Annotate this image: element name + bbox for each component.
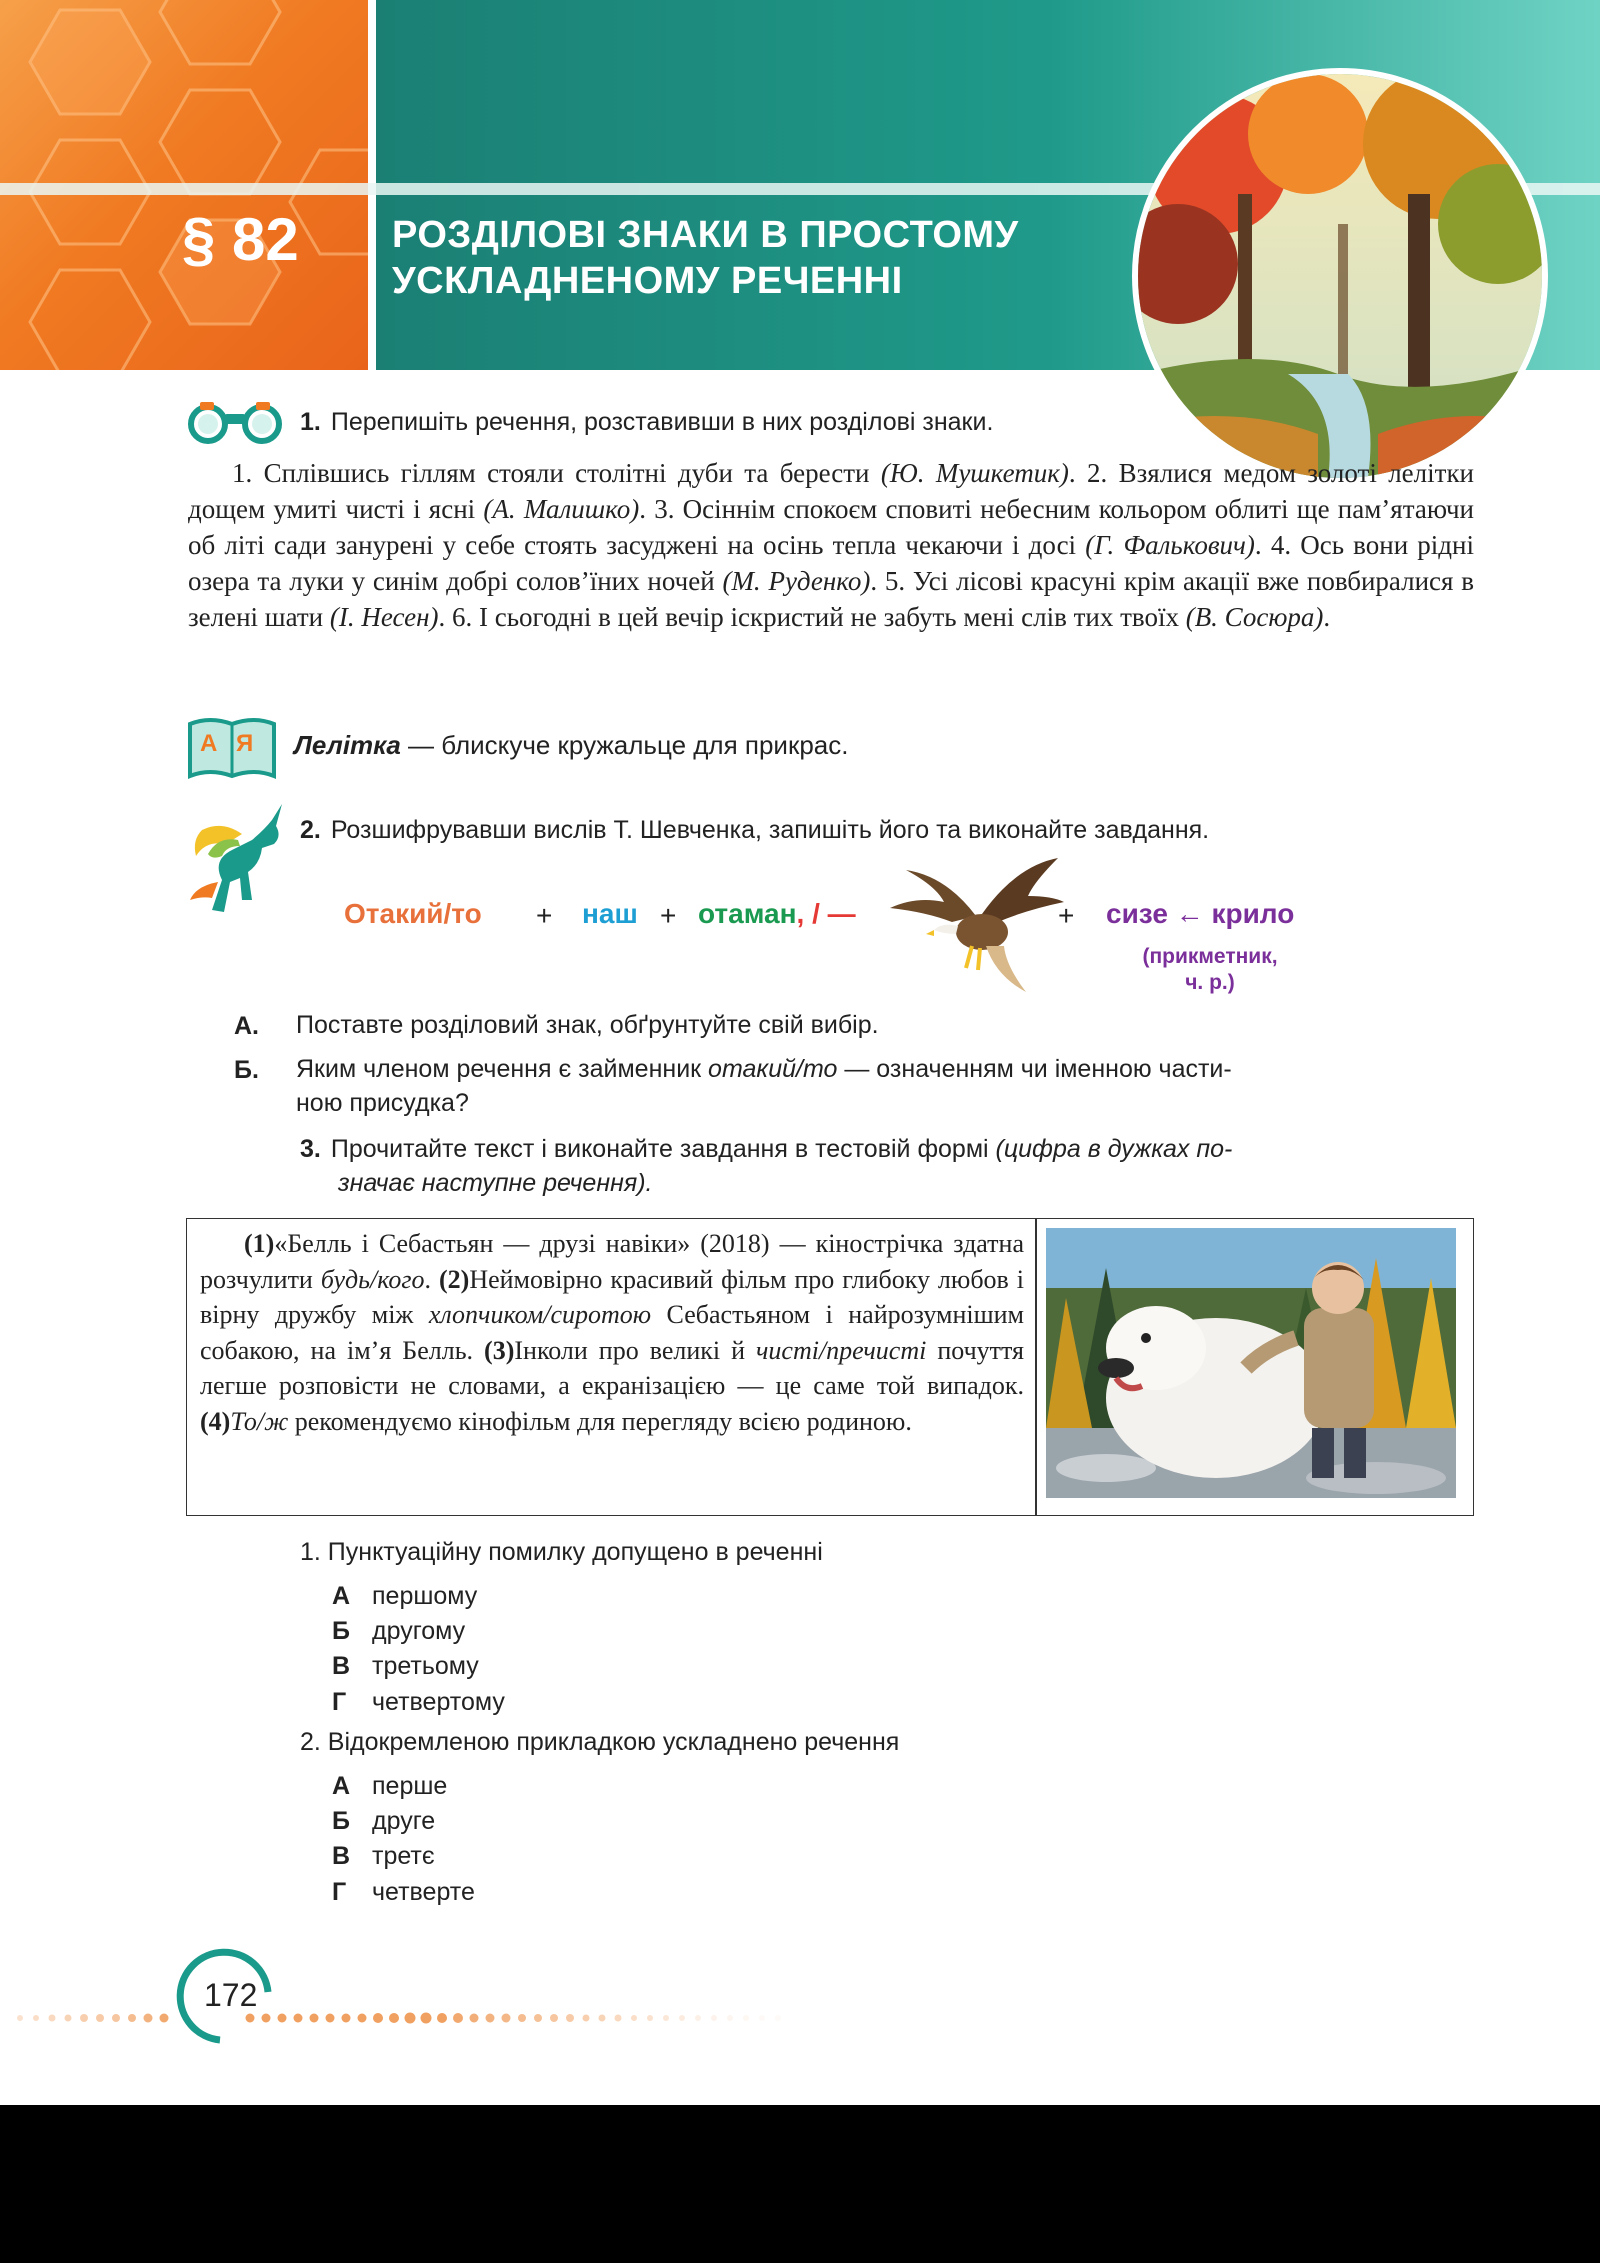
formula-plus-3: + bbox=[1058, 900, 1075, 931]
q2-option-b-text: друге bbox=[372, 1807, 436, 1835]
q2-option-v-letter: В bbox=[332, 1842, 351, 1870]
task1-instruction bbox=[300, 408, 993, 437]
glossary-entry bbox=[294, 730, 848, 761]
formula-note-line2: ч. р.) bbox=[1185, 971, 1235, 994]
q1-option-v-letter: В bbox=[332, 1652, 351, 1680]
section-title bbox=[392, 212, 1019, 304]
section-number: § 82 bbox=[182, 206, 299, 273]
q1-option-v-text: третьому bbox=[372, 1652, 479, 1680]
binoculars-icon bbox=[186, 400, 286, 444]
formula-note bbox=[1120, 944, 1300, 996]
item-b-letter: Б. bbox=[234, 1056, 259, 1084]
formula-word-otakyi: Отакий/то bbox=[344, 898, 482, 929]
page-number-decoration-icon bbox=[0, 1948, 820, 2048]
item-b-text: Яким членом речення є займенник отакий/то — означенням чи іменною части- ною присудка? bbox=[296, 1055, 1232, 1117]
sentence-6: 6. І сьогодні в цей вечір іскристий не забуть мені слів тих твоїх (В. Сосюра). bbox=[452, 602, 1331, 632]
section-title-line1: РОЗДІЛОВІ ЗНАКИ В ПРОСТОМУ bbox=[392, 214, 1019, 256]
q2-option-v-text: третє bbox=[372, 1842, 435, 1870]
question-1: 1. Пунктуаційну помилку допущено в реченні bbox=[300, 1538, 823, 1566]
eagle-icon bbox=[886, 856, 1066, 996]
formula-plus-1: + bbox=[536, 900, 553, 931]
item-a-letter: А. bbox=[234, 1012, 259, 1040]
q2-option-g-text: четверте bbox=[372, 1878, 475, 1906]
glossary-term: Леліткa bbox=[294, 730, 401, 760]
question-2: 2. Відокремленою прикладкою ускладнено речення bbox=[300, 1728, 900, 1756]
sentence-3: 3. Осіннім спокоєм сповиті небесним кольором облиті ще пам’ятаючи об літі сади занурені у себе стоять засуджені на осінь тепла чекаючи і досі (Г. Фалькович). bbox=[188, 494, 1474, 560]
unicorn-icon bbox=[182, 800, 292, 920]
glossary-definition: — блискуче кружальце для прикрас. bbox=[400, 730, 849, 760]
autumn-forest-image bbox=[1132, 68, 1548, 484]
q1-option-b-letter: Б bbox=[332, 1617, 350, 1645]
q1-option-g-letter: Г bbox=[332, 1688, 347, 1716]
q2-option-g-letter: Г bbox=[332, 1878, 347, 1906]
q1-option-b-text: другому bbox=[372, 1617, 466, 1645]
formula-word-syze-krylo: сизе ← крило bbox=[1106, 898, 1295, 929]
sentence-4: 4. Ось вони рідні озера та луки у синім добрі солов’їних ночей (М. Руденко). bbox=[188, 530, 1474, 596]
q1-option-g-text: четвертому bbox=[372, 1688, 505, 1716]
section-title-line2: УСКЛАДНЕНОМУ РЕЧЕННІ bbox=[392, 260, 903, 302]
formula-plus-2: + bbox=[660, 900, 677, 931]
formula-comma: , bbox=[796, 898, 805, 929]
dictionary-book-icon bbox=[186, 716, 278, 782]
task2-instruction bbox=[300, 816, 1209, 845]
formula-word-otaman: отаман bbox=[698, 898, 797, 929]
task1-instruction-text: Перепишіть речення, розставивши в них розділові знаки. bbox=[330, 408, 994, 436]
task3-instruction: 3. Прочитайте текст і виконайте завдання в тестовій формі (цифра в дужках по- значає наступне речення). bbox=[300, 1135, 1233, 1197]
task3-number: 3. bbox=[300, 1135, 321, 1163]
task2-number: 2. bbox=[300, 816, 321, 844]
dictionary-badge: А Я bbox=[200, 730, 260, 757]
q2-option-a-letter: А bbox=[332, 1772, 351, 1800]
sentence-2: 2. Взялися медом золоті лелітки дощем умиті чисті і ясні (А. Малишко). bbox=[188, 458, 1475, 524]
task1-number: 1. bbox=[300, 408, 321, 436]
item-a-text: Поставте розділовий знак, обґрунтуйте свій вибір. bbox=[296, 1011, 879, 1039]
sentence-1: 1. Сплівшись гіллям стояли столітні дуби та берести (Ю. Мушкетик). bbox=[232, 458, 1076, 488]
text-box-divider bbox=[1035, 1218, 1037, 1516]
page-number: 172 bbox=[204, 1977, 258, 2013]
task2-instruction-text: Розшифрувавши вислів Т. Шевченка, запишіть його та виконайте завдання. bbox=[330, 816, 1210, 844]
formula-word-nash: наш bbox=[582, 898, 638, 929]
q2-option-b-letter: Б bbox=[332, 1807, 350, 1835]
task1-sentences bbox=[188, 455, 1474, 635]
sentence-5: 5. Усі лісові красуні крім акації вже повбиралися в зелені шати (І. Несен). bbox=[188, 566, 1474, 632]
q1-option-a-text: першому bbox=[372, 1582, 478, 1610]
formula-note-line1: (прикметник, bbox=[1142, 945, 1278, 968]
formula-slash-dash: / — bbox=[804, 898, 856, 929]
task3-text: (1)«Белль і Себастьян — друзі навіки» (2018) — кінострічка здатна розчулити будь/кого. (2)Неймовірно красивий фільм про глибоку любов і вірну дружбу між хлопчиком/сиротою Себастьяном і найрозумнішим собакою, на ім’я Белль. (3)Інколи про великі й чисті/пречисті почуття легше розповісти не словами, а екранізацією — це саме той випадок. (4)То/ж рекомендуємо кінофільм для перегляду всією родиною. bbox=[200, 1229, 1024, 1436]
formula-word-otaman-group bbox=[698, 898, 856, 930]
q2-option-a-text: перше bbox=[372, 1772, 448, 1800]
q1-option-a-letter: А bbox=[332, 1582, 351, 1610]
belle-sebastian-photo bbox=[1046, 1228, 1456, 1498]
